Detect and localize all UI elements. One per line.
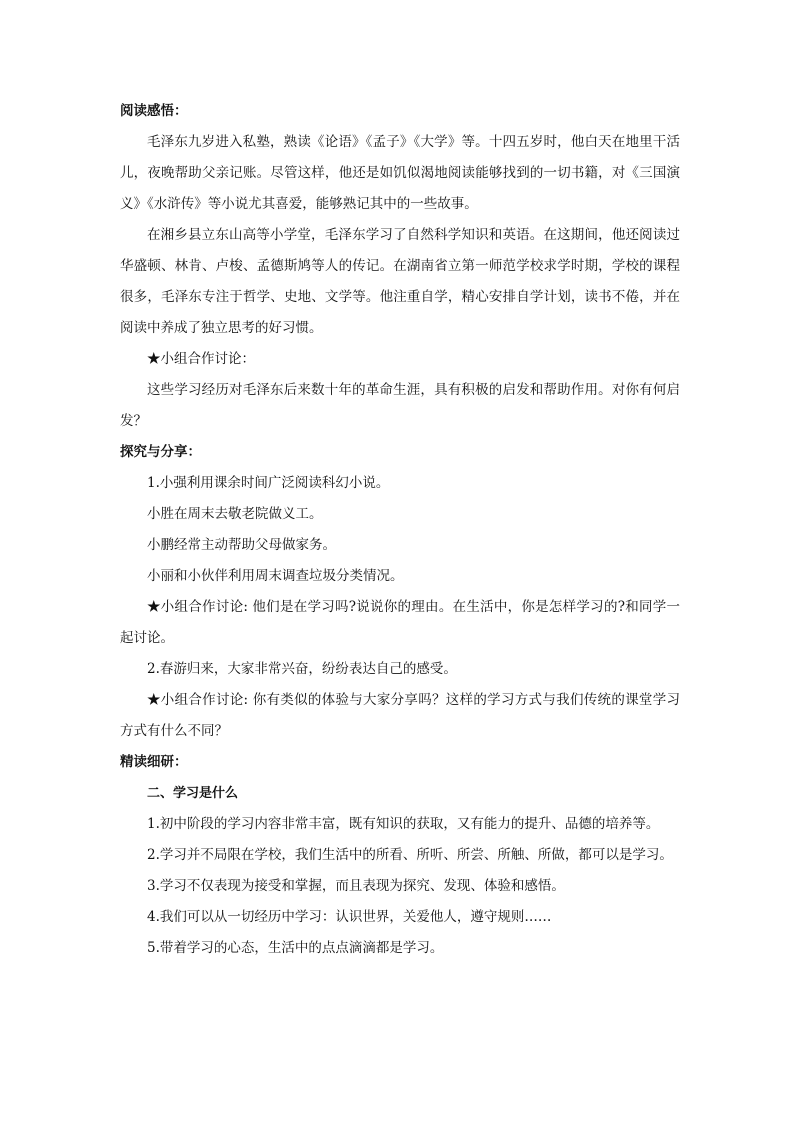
reading-heading: 阅读感悟： xyxy=(120,103,188,119)
explore-item-2: 小胜在周末去敬老院做义工。 xyxy=(147,506,323,522)
reading-paragraph-1: 毛泽东九岁进入私塾，熟读《论语》《孟子》《大学》等。十四五岁时，他白天在地里干活儿，夜晚帮助父亲记账。尽管这样，他还是如饥似渴地阅读能够找到的一切书籍，对《三国演义》《水浒传》等小说尤其喜爱，能够熟记其中的一些故事。 xyxy=(120,134,680,212)
reading-paragraph-2: 在湘乡县立东山高等小学堂，毛泽东学习了自然科学知识和英语。在这期间，他还阅读过华盛顿、林肯、卢梭、孟德斯鸠等人的传记。在湖南省立第一师范学校求学时期，学校的课程很多，毛泽东专注于哲学、史地、文学等。他注重自学，精心安排自学计划，读书不倦，并在阅读中养成了独立思考的好习惯。 xyxy=(120,227,680,336)
study-point-3: 3.学习不仅表现为接受和掌握，而且表现为探究、发现、体验和感悟。 xyxy=(147,878,565,894)
explore-discussion-1: ★小组合作讨论: 他们是在学习吗?说说你的理由。在生活中，你是怎样学习的?和同学一起讨论。 xyxy=(120,599,680,646)
document-page xyxy=(120,96,680,964)
study-heading: 精读细研： xyxy=(120,754,188,770)
study-point-5: 5.带着学习的心态，生活中的点点滴滴都是学习。 xyxy=(147,940,444,956)
study-point-2: 2.学习并不局限在学校，我们生活中的所看、所听、所尝、所触、所做，都可以是学习。 xyxy=(147,847,673,863)
explore-heading: 探究与分享： xyxy=(120,444,201,460)
reading-discussion-label: ★小组合作讨论： xyxy=(147,351,255,367)
reading-discussion-text: 这些学习经历对毛泽东后来数十年的革命生涯，具有积极的启发和帮助作用。对你有何启发？ xyxy=(120,382,680,429)
study-subheading: 二、学习是什么 xyxy=(147,786,239,801)
explore-item-1: 1.小强利用课余时间广泛阅读科幻小说。 xyxy=(147,475,390,491)
explore-item-spring: 2.春游归来，大家非常兴奋，纷纷表达自己的感受。 xyxy=(147,661,457,677)
explore-item-3: 小鹏经常主动帮助父母做家务。 xyxy=(147,537,336,553)
study-point-1: 1.初中阶段的学习内容非常丰富，既有知识的获取，又有能力的提升、品德的培养等。 xyxy=(147,816,660,832)
explore-item-4: 小丽和小伙伴利用周末调查垃圾分类情况。 xyxy=(147,568,404,584)
study-point-4: 4.我们可以从一切经历中学习：认识世界，关爱他人，遵守规则…… xyxy=(147,909,552,925)
explore-discussion-2: ★小组合作讨论: 你有类似的体验与大家分享吗？这样的学习方式与我们传统的课堂学习方式有什么不同？ xyxy=(120,692,680,739)
